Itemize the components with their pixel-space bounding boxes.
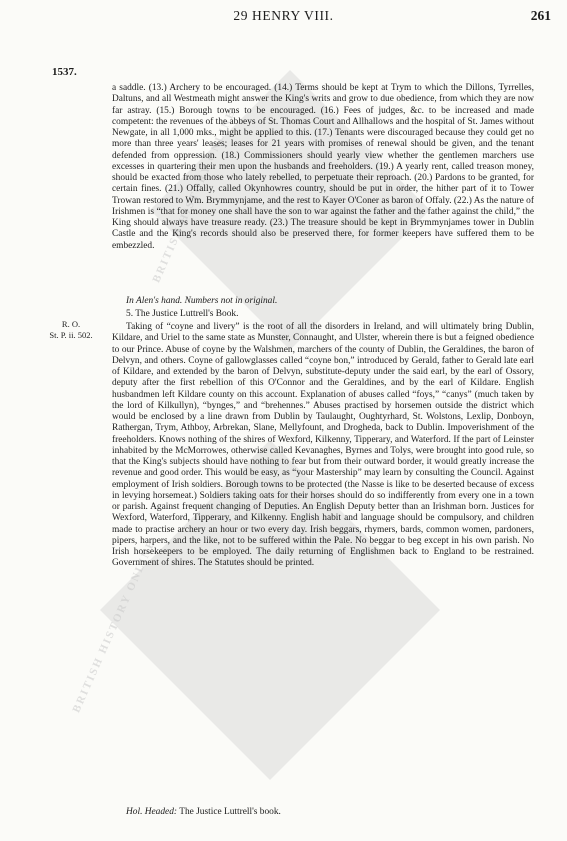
margin-reference-line: St. P. ii. 502. bbox=[49, 330, 93, 340]
section-heading-text: 5. The Justice Luttrell's Book. bbox=[126, 309, 239, 319]
note-line bbox=[112, 807, 534, 818]
note-hol: Hol. bbox=[126, 807, 143, 817]
note-heading-text: The Justice Luttrell's book. bbox=[179, 807, 281, 817]
editorial-note bbox=[112, 807, 534, 818]
editorial-note bbox=[112, 296, 534, 307]
page-number: 261 bbox=[530, 8, 551, 23]
margin-reference bbox=[38, 319, 104, 341]
note-headed: Headed: bbox=[144, 807, 178, 817]
note-text: In Alen's hand. Numbers not in original. bbox=[126, 296, 278, 306]
paragraph-text: Taking of “coyne and livery” is the root of all the disorders in Ireland, and will ultimately bring Dublin, Kildare, and Uriel to the same state as Munster, Connaught, and Ulster, wherein there is but a feigned obedience to our Prince. Abuse of coyne by the Walshmen, marchers of the county of Dublin, the Geraldines, the baron of Delvyn, and others. Coyne of gallowglasses called “coyne bon,” introduced by Gerald, father to Gerald late earl of Kildare, and extended by the baron of Delvyn, substitute-deputy under the said earl, by the earl of Ossory, deputy after the first rebellion of this O'Connor and the Geraldines, and by the earl of Kildare. English husbandmen left Kildare county on this account. Explanation of abuses called “foys,” “canys” (much taken by the lord of Kilkullyn), “bynges,” and “brehennes.” Abuses practised by horsemen outside the district which would be enclosed by a line drawn from Dublin by Taulaught, Oughtyrhard, St. Wolstons, Lexlip, Donboyn, Rathergan, Trym, Athboy, Arbrekan, Slane, Mellyfount, and Drogheda, back to Dublin. Impoverishment of the freeholders. Knows nothing of the shires of Wexford, Kilkenny, Tipperary, and Waterford. If the part of Leinster inhabited by the McMorrowes, otherwise called Kevanaghes, Byrnes and Tolys, were brought into good rule, so that the King's subjects should have nothing to fear but from their outward border, it would greatly increase the revenue and good order. This would be easy, as “your Mastership” may learn by consulting the Council. Against employment of Irish soldiers. Borough towns to be protected (the Nasse is like to be deserted because of excess in levying horsemeat.) Soldiers taking oats for their horses should do so indifferently from every one in a town or parish. Against frequent changing of Deputies. An English Deputy better than an Irishman born. Justices for Wexford, Waterford, Tipperary, and Kilkenny. English habit and language should be compulsory, and children made to practise archery an hour or two every day. Irish beggars, rhymers, bards, common women, pardoners, pipers, harpers, and the like, not to be suffered within the Pale. No beggar to beg except in his own parish. No Irish horsekeepers to be employed. The daily returning of Englishmen back to England to be restrained. Government of shires. The Statutes should be printed. bbox=[112, 322, 534, 569]
running-title: 29 HENRY VIII. bbox=[233, 8, 334, 23]
watermark-text-top: BRITISH HISTORY ONLINE bbox=[150, 107, 239, 285]
section-heading bbox=[112, 309, 534, 320]
margin-reference-line: R. O. bbox=[61, 319, 81, 329]
year-label: 1537. bbox=[52, 66, 77, 78]
body-paragraph bbox=[112, 83, 534, 252]
watermark-text-bottom: BRITISH HISTORY ONLINE bbox=[70, 537, 159, 715]
page-header bbox=[0, 0, 567, 34]
body-paragraph bbox=[112, 322, 534, 570]
paragraph-text: a saddle. (13.) Archery to be encouraged. (14.) Terms should be kept at Trym to which the Dillons, Tyrrelles, Daltuns, and all Westmeath might answer the King's writs and grow to due obedience, from which they are now far astray. (15.) Borough towns to be encouraged. (16.) Fees of judges, &c. to be increased and made competent: the revenues of the abbeys of St. Thomas Court and Allhallows and the hospital of St. James without Newgate, in all 1,000 mks., might be applied to this. (17.) Tenants were discouraged because they could get no more than three years' leases; leases for 21 years with promises of renewal should be given, and the tenant defended from oppression. (18.) Commissioners should yearly view whether the gentlemen marchers use excesses in quartering their men upon the husbands and freeholders. (19.) A yearly rent, called treason money, should be exacted from those who lately rebelled, to perpetuate their reproach. (20.) Pardons to be granted, for certain fines. (21.) Offally, called Okynhowres country, should be put in order, the hither part of it to Tower Trowan restored to Wm. Brymmynjame, and the rest to Kayer O'Coner as baron of Offaly. (22.) As the nature of Irishmen is “that for money one shall have the son to war against the father and the father against the child,” the King should always have treasure ready. (23.) The treasure should be kept in Brymmynjames tower in Dublin Castle and the King's records should also be preserved there, for former keepers have suffered them to be embezzled. bbox=[112, 83, 534, 251]
